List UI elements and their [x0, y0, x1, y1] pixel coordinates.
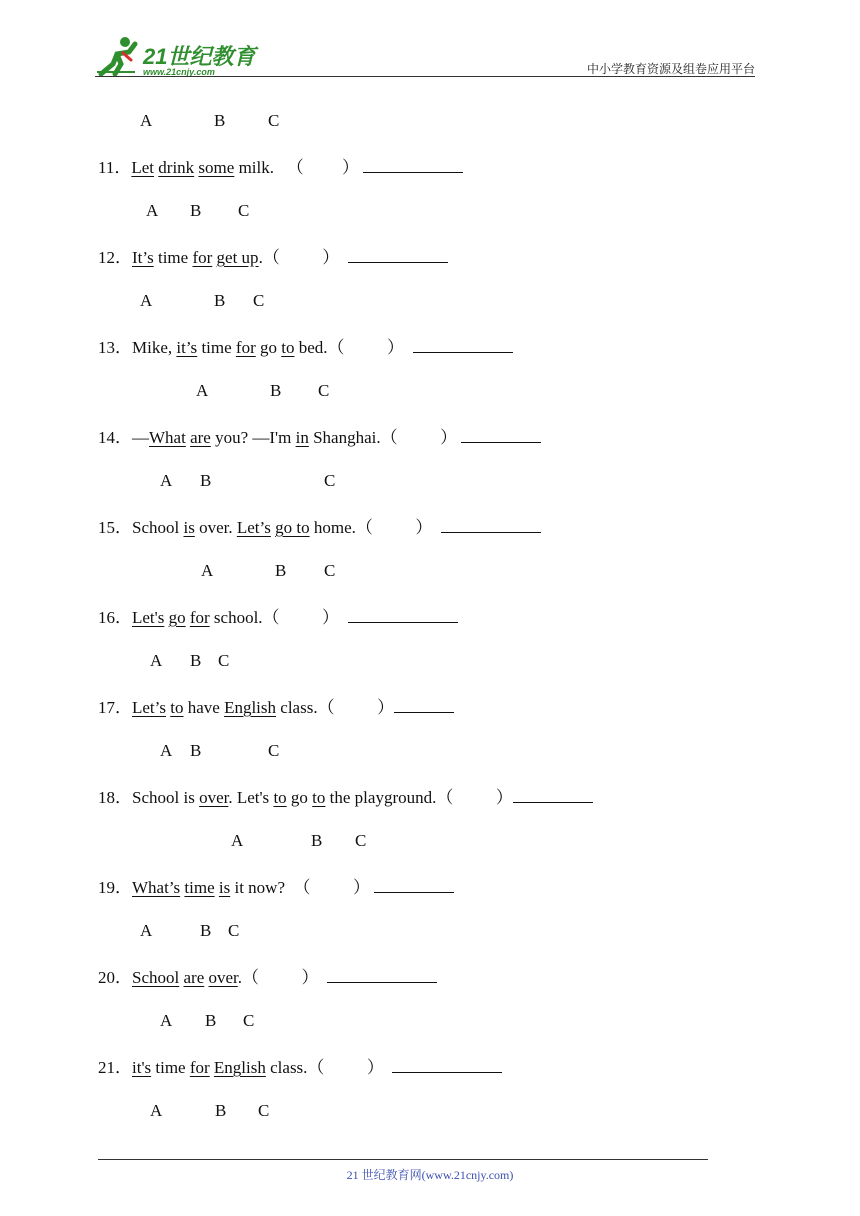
sentence-text: home.（ ）: [309, 518, 441, 537]
answer-blank[interactable]: [413, 336, 513, 353]
option-letter: A: [201, 561, 214, 580]
sentence-text: —: [132, 428, 149, 447]
underlined-word: it’s: [176, 338, 198, 357]
option-letter: A: [140, 111, 153, 130]
underlined-word: What: [149, 428, 186, 447]
underlined-word: to: [170, 698, 184, 717]
underlined-word: Let: [131, 158, 155, 177]
option-letter: C: [268, 741, 280, 760]
option-letter: B: [275, 561, 287, 580]
option-letter: A: [231, 831, 244, 850]
option-letter: B: [214, 291, 226, 310]
underlined-word: get up: [216, 248, 259, 267]
option-letter: C: [324, 561, 336, 580]
sentence-text: go: [286, 788, 313, 807]
option-letter: B: [200, 471, 212, 490]
option-letter: C: [218, 651, 230, 670]
underlined-word: go to: [275, 518, 310, 537]
sentence-text: Mike,: [132, 338, 177, 357]
answer-blank[interactable]: [513, 786, 593, 803]
option-letter: C: [228, 921, 240, 940]
option-letter: C: [355, 831, 367, 850]
option-letter: B: [190, 201, 202, 220]
sentence-text: .（ ）: [237, 968, 328, 987]
sentence-text: class.（ ）: [265, 1058, 393, 1077]
option-letter: B: [270, 381, 282, 400]
option-letter: A: [146, 201, 159, 220]
underlined-word: for: [189, 1058, 210, 1077]
question-number: 11．: [98, 158, 132, 177]
underlined-word: over: [199, 788, 229, 807]
sentence-text: the playground.（ ）: [325, 788, 513, 807]
underlined-word: go: [168, 608, 186, 627]
sentence-text: go: [255, 338, 282, 357]
option-letter: B: [311, 831, 323, 850]
option-letter: B: [190, 651, 202, 670]
underlined-word: over: [208, 968, 238, 987]
answer-blank[interactable]: [394, 696, 454, 713]
underlined-word: Let's: [132, 608, 165, 627]
question-number: 20．: [98, 968, 132, 987]
sentence-text: Shanghai.（ ）: [308, 428, 462, 447]
question-line: [98, 1056, 502, 1079]
underlined-word: drink: [158, 158, 195, 177]
option-letter: C: [243, 1011, 255, 1030]
answer-blank[interactable]: [363, 156, 463, 173]
sentence-text: have: [183, 698, 225, 717]
question-number: 19．: [98, 878, 132, 897]
option-letter: A: [150, 651, 163, 670]
question-line: [98, 336, 513, 359]
page-header: [95, 30, 755, 78]
question-line: [98, 516, 541, 539]
underlined-word: are: [190, 428, 211, 447]
answer-blank[interactable]: [348, 246, 448, 263]
option-letter: C: [238, 201, 250, 220]
sentence-text: bed.（ ）: [294, 338, 413, 357]
option-letter: A: [196, 381, 209, 400]
option-letter: B: [200, 921, 212, 940]
underlined-word: for: [235, 338, 256, 357]
underlined-word: to: [273, 788, 287, 807]
option-letter: B: [205, 1011, 217, 1030]
question-number: 18．: [98, 788, 132, 807]
option-letter: C: [253, 291, 265, 310]
question-line: [98, 426, 541, 449]
question-line: [98, 966, 437, 989]
sentence-text: it now? （ ）: [230, 878, 375, 897]
underlined-word: in: [295, 428, 309, 447]
question-line: [98, 156, 463, 179]
platform-title: 中小学教育资源及组卷应用平台: [586, 62, 755, 76]
underlined-word: English: [213, 1058, 266, 1077]
underlined-word: Let’s: [236, 518, 271, 537]
question-number: 16．: [98, 608, 132, 627]
option-letter: B: [190, 741, 202, 760]
underlined-word: are: [183, 968, 205, 987]
underlined-word: Let’s: [132, 698, 166, 717]
logo: [95, 34, 265, 78]
sentence-text: time: [153, 248, 193, 267]
option-letter: B: [214, 111, 226, 130]
runner-logo-icon: [95, 34, 141, 78]
question-number: 14．: [98, 428, 132, 447]
sentence-text: milk. （ ）: [234, 158, 364, 177]
answer-blank[interactable]: [327, 966, 437, 983]
option-letter: A: [160, 741, 173, 760]
question-line: [98, 606, 458, 629]
underlined-word: It’s: [132, 248, 154, 267]
sentence-text: . Let's: [228, 788, 274, 807]
sentence-text: class.（ ）: [276, 698, 395, 717]
sentence-text: school.（ ）: [209, 608, 348, 627]
sentence-text: you? —I'm: [210, 428, 296, 447]
underlined-word: What’s: [132, 878, 181, 897]
question-line: [98, 696, 454, 719]
option-letter: C: [258, 1101, 270, 1120]
sentence-text: .（ ）: [258, 248, 348, 267]
question-number: 21．: [98, 1058, 132, 1077]
option-letter: B: [215, 1101, 227, 1120]
underlined-word: is: [218, 878, 231, 897]
underlined-word: School: [132, 968, 180, 987]
option-letter: C: [324, 471, 336, 490]
sentence-text: time: [151, 1058, 190, 1077]
option-letter: A: [160, 1011, 173, 1030]
underlined-word: time: [184, 878, 215, 897]
logo-text: 21世纪教育: [143, 44, 256, 69]
sentence-text: over.: [194, 518, 237, 537]
answer-blank[interactable]: [392, 1056, 502, 1073]
option-letter: A: [150, 1101, 163, 1120]
header-divider: [95, 76, 755, 77]
option-letter: A: [140, 921, 153, 940]
underlined-word: English: [224, 698, 277, 717]
sentence-text: School: [132, 518, 184, 537]
option-letter: A: [160, 471, 173, 490]
sentence-text: time: [197, 338, 236, 357]
option-letter: C: [268, 111, 280, 130]
question-number: 12．: [98, 248, 132, 267]
answer-blank[interactable]: [348, 606, 458, 623]
question-line: [98, 786, 593, 809]
question-line: [98, 246, 448, 269]
underlined-word: some: [198, 158, 235, 177]
question-number: 15．: [98, 518, 132, 537]
answer-blank[interactable]: [374, 876, 454, 893]
question-line: [98, 876, 454, 899]
sentence-text: School is: [132, 788, 200, 807]
answer-blank[interactable]: [441, 516, 541, 533]
question-number: 13．: [98, 338, 132, 357]
footer-divider: [98, 1159, 708, 1160]
underlined-word: for: [192, 248, 213, 267]
underlined-word: it's: [132, 1058, 152, 1077]
footer-text: 21 世纪教育网(www.21cnjy.com): [346, 1168, 514, 1182]
underlined-word: is: [183, 518, 195, 537]
option-letter: A: [140, 291, 153, 310]
underlined-word: to: [281, 338, 295, 357]
underlined-word: for: [189, 608, 210, 627]
question-number: 17．: [98, 698, 132, 717]
answer-blank[interactable]: [461, 426, 541, 443]
underlined-word: to: [312, 788, 326, 807]
logo-url: www.21cnjy.com: [143, 67, 215, 77]
option-letter: C: [318, 381, 330, 400]
